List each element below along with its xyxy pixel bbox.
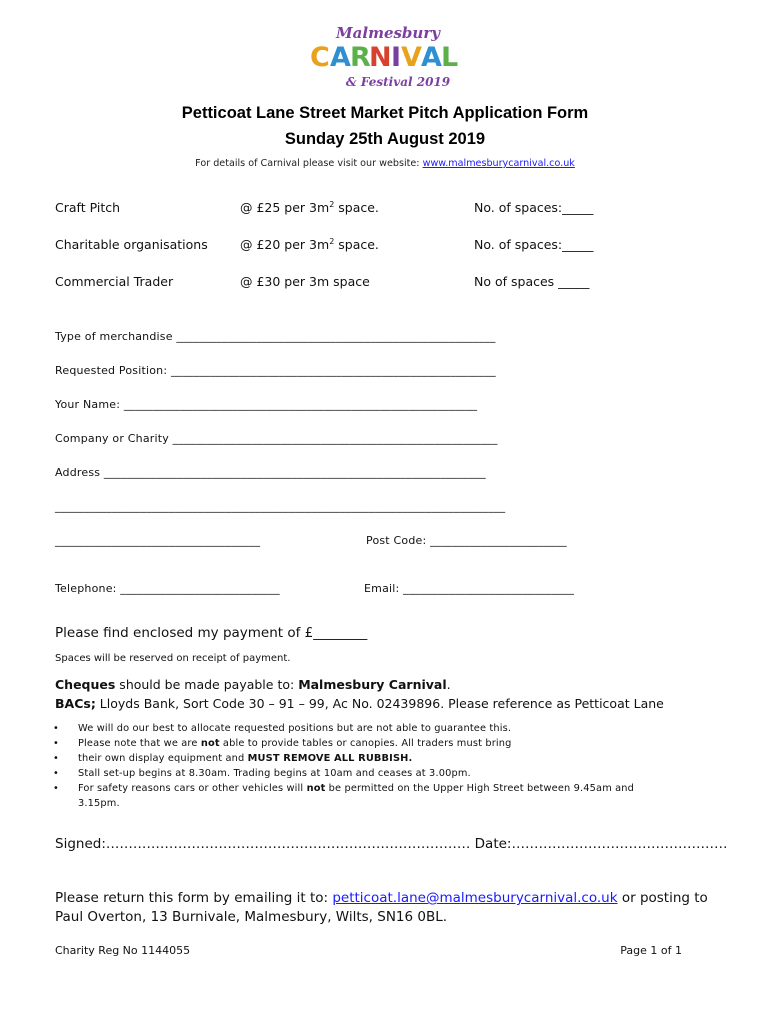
return-instructions [55,890,708,906]
postcode-field[interactable]: Post Code: ________________________ [366,534,567,547]
spaces-reserved-note: Spaces will be reserved on receipt of payment. [55,653,291,664]
telephone-field[interactable]: Telephone: ____________________________ [55,582,280,595]
company-field[interactable]: Company or Charity _________________________________________________________ [55,432,498,445]
fee-price-commercial-text: @ £30 per 3m space [240,274,370,289]
fee-spaces-charitable[interactable]: No. of spaces:_____ [474,237,594,252]
merchandise-field[interactable]: Type of merchandise ________________________________________________________ [55,330,496,343]
svg-text:A: A [421,42,441,73]
svg-text:L: L [441,42,458,73]
address-line-3[interactable]: ____________________________________ [55,534,261,547]
requested-position-field[interactable]: Requested Position: _________________________________________________________ [55,364,496,377]
cheques-label: Cheques [55,677,116,692]
bullet-item [53,768,471,779]
bullet-bold: not [200,738,220,749]
fee-price-charitable-unit: space. [334,237,379,253]
bullet-icon: • [53,783,59,794]
bullet-icon: • [53,753,59,764]
bullet-item [53,753,413,764]
bullet-item [53,723,512,734]
fee-price-craft-unit: space. [334,200,379,216]
signature-date-line[interactable]: Signed:……………………………………………………………………… Date:………………………………………… [55,836,728,852]
bacs-label: BACs; [55,696,96,711]
malmesbury-carnival-logo [308,22,468,94]
fee-price-commercial [240,274,370,289]
bullet-text: be permitted on the Upper High Street between 9.45am and [325,783,635,794]
bullet-bold: not [306,783,326,794]
return-text: Please return this form by emailing it to: [55,890,333,906]
email-field[interactable]: Email: ______________________________ [364,582,575,595]
svg-text:I: I [391,42,401,73]
svg-text:N: N [369,42,391,73]
return-address: Paul Overton, 13 Burnivale, Malmesbury, Wilts, SN16 0BL. [55,909,448,925]
fee-type-commercial: Commercial Trader [55,274,174,289]
svg-text:& Festival 2019: & Festival 2019 [345,75,451,89]
bullet-text: able to provide tables or canopies. All traders must bring [219,738,512,749]
bullet-item [53,783,635,794]
svg-text:A: A [330,42,350,73]
fee-price-charitable-sup: 2 [329,237,335,246]
bullet-text: Stall set-up begins at 8.30am. Trading begins at 10am and ceases at 3.00pm. [78,768,471,779]
website-link[interactable]: www.malmesburycarnival.co.uk [422,158,575,169]
fee-price-craft-sup: 2 [329,200,335,209]
cheques-payee: Malmesbury Carnival [298,677,447,692]
fee-price-craft [240,200,379,215]
fee-spaces-commercial[interactable]: No of spaces _____ [474,274,590,289]
fee-price-charitable-text: @ £20 per 3m [240,237,330,253]
cheques-end: . [446,677,451,692]
bullet-text: Please note that we are [78,738,201,749]
name-field[interactable]: Your Name: ______________________________________________________________ [55,398,478,411]
event-date: Sunday 25th August 2019 [284,130,486,148]
bacs-text: Lloyds Bank, Sort Code 30 – 91 – 99, Ac No. 02439896. Please reference as Petticoat Lane [95,696,664,711]
bullet-bold: MUST REMOVE ALL RUBBISH. [247,753,413,764]
bullet-text: We will do our best to allocate requested positions but are not able to guarantee this. [78,723,512,734]
bullet-icon: • [53,738,59,749]
cheques-text: should be made payable to: [115,677,299,692]
return-text-2: or posting to [617,890,708,906]
cheques-line [55,677,451,692]
bullet-text: For safety reasons cars or other vehicles will [78,783,307,794]
fee-type-craft: Craft Pitch [55,200,121,215]
address-field[interactable]: Address ___________________________________________________________________ [55,466,486,479]
bullet-icon: • [53,723,59,734]
fee-spaces-craft[interactable]: No. of spaces:_____ [474,200,594,215]
bullet-item [53,738,512,749]
page-number: Page 1 of 1 [620,944,682,957]
payment-enclosed[interactable]: Please find enclosed my payment of £________ [55,625,368,641]
bullet-continuation: 3.15pm. [78,798,120,809]
svg-text:Malmesbury: Malmesbury [336,24,440,42]
return-email-link[interactable]: petticoat.lane@malmesburycarnival.co.uk [332,890,618,906]
fee-price-craft-text: @ £25 per 3m [240,200,330,216]
bacs-line [55,696,664,711]
website-note-text: For details of Carnival please visit our website: [195,158,420,169]
charity-reg-number: Charity Reg No 1144055 [55,944,191,957]
form-title: Petticoat Lane Street Market Pitch Application Form [181,104,589,122]
address-line-2[interactable]: _______________________________________________________________________________ [55,500,506,513]
website-note [0,158,770,169]
svg-text:C: C [310,42,329,73]
fee-price-charitable [240,237,379,252]
bullet-text: their own display equipment and [78,753,248,764]
bullet-icon: • [53,768,59,779]
fee-type-charitable: Charitable organisations [55,237,208,252]
svg-text:V: V [401,42,421,73]
svg-text:R: R [350,42,370,73]
